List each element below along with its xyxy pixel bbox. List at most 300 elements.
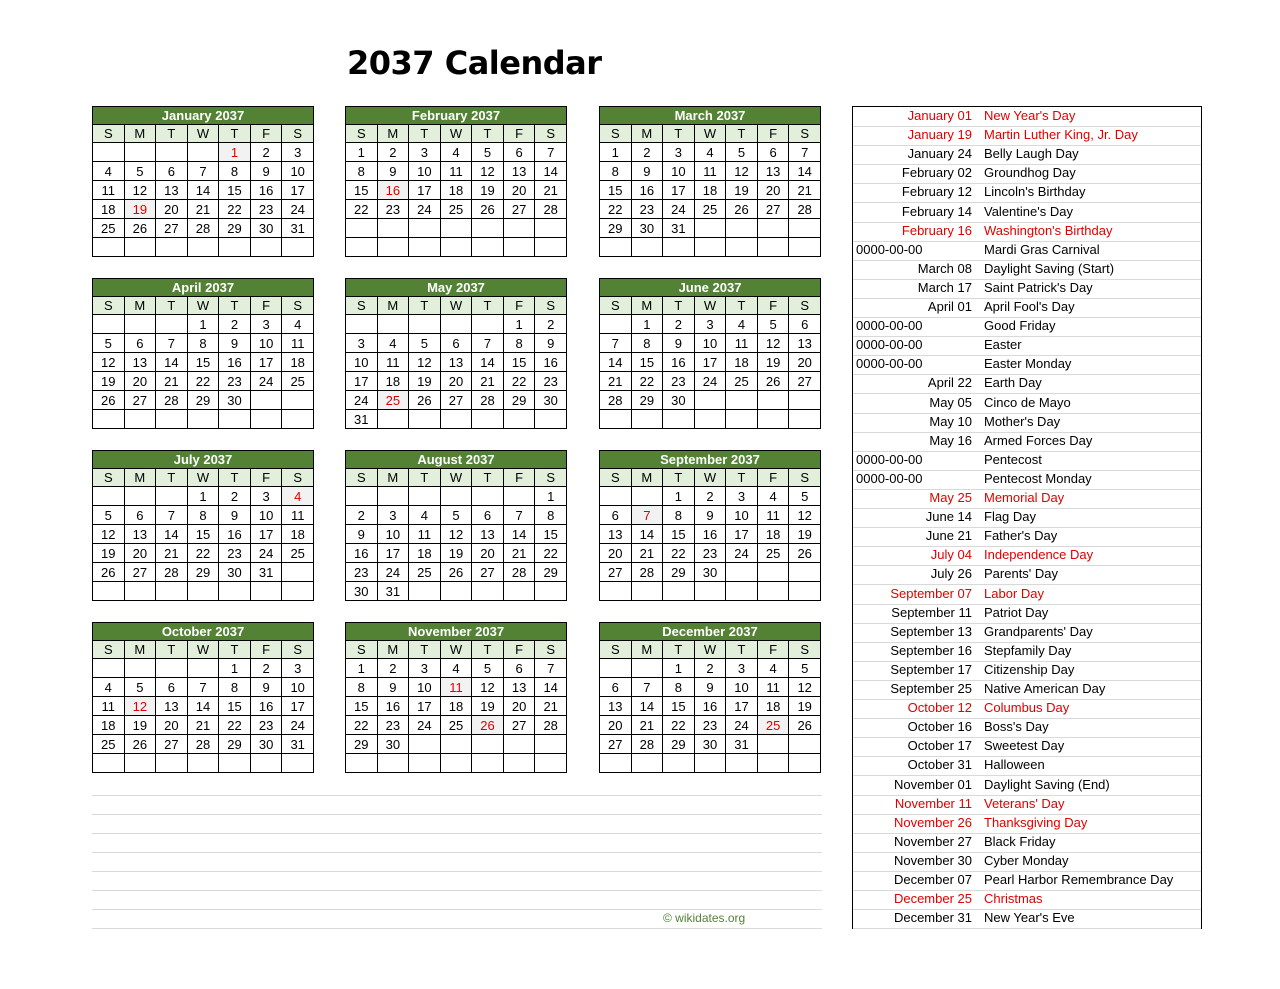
day-cell: 13 bbox=[503, 678, 535, 697]
day-cell bbox=[789, 563, 821, 582]
holiday-day-cell: 25 bbox=[377, 391, 409, 410]
day-cell: 27 bbox=[156, 219, 188, 238]
day-cell bbox=[124, 238, 156, 257]
day-cell: 5 bbox=[472, 143, 504, 162]
day-cell bbox=[124, 143, 156, 162]
holiday-date: February 12 bbox=[901, 184, 972, 200]
holiday-row bbox=[853, 699, 1201, 719]
day-cell bbox=[156, 487, 188, 506]
day-cell: 17 bbox=[409, 181, 441, 200]
day-cell bbox=[726, 219, 758, 238]
weekday-header: W bbox=[187, 297, 219, 315]
holiday-name: Lincoln's Birthday bbox=[984, 184, 1086, 200]
day-cell: 18 bbox=[282, 525, 314, 544]
day-cell bbox=[472, 487, 504, 506]
day-cell: 12 bbox=[124, 181, 156, 200]
day-cell: 3 bbox=[346, 334, 378, 353]
day-cell: 16 bbox=[377, 697, 409, 716]
day-cell: 13 bbox=[440, 353, 472, 372]
day-cell: 2 bbox=[250, 659, 282, 678]
day-cell: 18 bbox=[409, 544, 441, 563]
day-cell: 14 bbox=[535, 678, 567, 697]
day-cell: 28 bbox=[535, 716, 567, 735]
day-cell: 18 bbox=[93, 716, 125, 735]
holiday-row bbox=[853, 737, 1201, 757]
day-cell: 23 bbox=[250, 200, 282, 219]
holiday-date: November 30 bbox=[893, 852, 972, 868]
day-cell: 22 bbox=[187, 372, 219, 391]
weekday-header: S bbox=[93, 297, 125, 315]
day-cell: 7 bbox=[187, 162, 219, 181]
day-cell: 28 bbox=[600, 391, 632, 410]
day-cell bbox=[409, 754, 441, 773]
day-cell: 17 bbox=[250, 353, 282, 372]
day-cell bbox=[282, 582, 314, 601]
day-cell bbox=[409, 410, 441, 429]
day-cell: 3 bbox=[250, 315, 282, 334]
holiday-name: Black Friday bbox=[984, 833, 1056, 849]
day-cell: 5 bbox=[93, 334, 125, 353]
day-cell: 23 bbox=[694, 716, 726, 735]
weekday-header: T bbox=[472, 641, 504, 659]
day-cell bbox=[472, 735, 504, 754]
holiday-date: September 25 bbox=[890, 681, 972, 696]
day-cell bbox=[409, 582, 441, 601]
holiday-name: Pentecost Monday bbox=[984, 470, 1092, 486]
day-cell: 16 bbox=[250, 181, 282, 200]
weekday-header: W bbox=[187, 125, 219, 143]
day-cell: 24 bbox=[409, 200, 441, 219]
day-cell bbox=[440, 315, 472, 334]
holiday-name: Armed Forces Day bbox=[984, 432, 1093, 448]
weekday-header: M bbox=[124, 297, 156, 315]
day-cell: 10 bbox=[409, 162, 441, 181]
day-cell: 27 bbox=[472, 563, 504, 582]
day-cell: 4 bbox=[694, 143, 726, 162]
day-cell bbox=[631, 754, 663, 773]
day-cell: 29 bbox=[631, 391, 663, 410]
weekday-header: S bbox=[346, 125, 378, 143]
holiday-row bbox=[853, 756, 1201, 776]
note-line bbox=[92, 871, 822, 872]
day-cell: 17 bbox=[282, 697, 314, 716]
day-cell: 30 bbox=[663, 391, 695, 410]
day-cell: 24 bbox=[726, 544, 758, 563]
month-calendar bbox=[345, 278, 567, 429]
day-cell: 24 bbox=[346, 391, 378, 410]
day-cell: 25 bbox=[757, 544, 789, 563]
weekday-header: S bbox=[282, 641, 314, 659]
day-cell: 2 bbox=[219, 315, 251, 334]
day-cell: 14 bbox=[187, 181, 219, 200]
weekday-header: M bbox=[124, 641, 156, 659]
day-cell: 10 bbox=[377, 525, 409, 544]
day-cell: 10 bbox=[726, 506, 758, 525]
day-cell: 11 bbox=[377, 353, 409, 372]
holiday-date: December 25 bbox=[893, 891, 972, 907]
day-cell: 10 bbox=[663, 162, 695, 181]
day-cell: 21 bbox=[631, 716, 663, 735]
day-cell: 15 bbox=[219, 181, 251, 200]
holiday-row bbox=[853, 642, 1201, 662]
day-cell: 19 bbox=[440, 544, 472, 563]
weekday-header: S bbox=[346, 297, 378, 315]
month-title: November 2037 bbox=[346, 623, 567, 641]
day-cell: 8 bbox=[187, 506, 219, 525]
day-cell: 28 bbox=[631, 563, 663, 582]
holiday-date: 0000-00-00 bbox=[856, 337, 923, 353]
note-line bbox=[92, 928, 822, 929]
day-cell: 15 bbox=[600, 181, 632, 200]
day-cell bbox=[503, 582, 535, 601]
day-cell bbox=[156, 410, 188, 429]
holiday-name: Sweetest Day bbox=[984, 738, 1065, 754]
day-cell: 28 bbox=[472, 391, 504, 410]
day-cell: 16 bbox=[694, 697, 726, 716]
day-cell bbox=[757, 238, 789, 257]
day-cell: 3 bbox=[377, 506, 409, 525]
holiday-date: February 02 bbox=[901, 165, 972, 181]
day-cell: 17 bbox=[663, 181, 695, 200]
month-calendar bbox=[345, 450, 567, 601]
day-cell: 25 bbox=[694, 200, 726, 219]
holiday-name: Belly Laugh Day bbox=[984, 146, 1079, 162]
day-cell: 2 bbox=[377, 143, 409, 162]
holiday-day-cell: 7 bbox=[631, 506, 663, 525]
day-cell: 8 bbox=[219, 162, 251, 181]
day-cell bbox=[503, 410, 535, 429]
day-cell: 11 bbox=[440, 162, 472, 181]
day-cell: 30 bbox=[377, 735, 409, 754]
holiday-name: Boss's Day bbox=[984, 719, 1049, 735]
day-cell: 6 bbox=[503, 659, 535, 678]
day-cell bbox=[472, 238, 504, 257]
day-cell: 30 bbox=[250, 735, 282, 754]
day-cell: 25 bbox=[93, 735, 125, 754]
month-title: August 2037 bbox=[346, 451, 567, 469]
holiday-row bbox=[853, 508, 1201, 528]
day-cell: 3 bbox=[282, 143, 314, 162]
day-cell: 22 bbox=[663, 716, 695, 735]
day-cell bbox=[694, 410, 726, 429]
weekday-header: S bbox=[346, 641, 378, 659]
day-cell: 30 bbox=[694, 735, 726, 754]
day-cell: 16 bbox=[250, 697, 282, 716]
day-cell: 15 bbox=[535, 525, 567, 544]
day-cell: 24 bbox=[250, 372, 282, 391]
day-cell: 4 bbox=[726, 315, 758, 334]
weekday-header: F bbox=[503, 297, 535, 315]
day-cell: 10 bbox=[250, 506, 282, 525]
day-cell bbox=[409, 487, 441, 506]
day-cell: 22 bbox=[346, 200, 378, 219]
weekday-header: S bbox=[282, 297, 314, 315]
holiday-row bbox=[853, 623, 1201, 643]
holiday-date: October 12 bbox=[907, 700, 972, 716]
holiday-day-cell: 1 bbox=[219, 143, 251, 162]
day-cell: 17 bbox=[409, 697, 441, 716]
day-cell: 13 bbox=[124, 353, 156, 372]
day-cell: 20 bbox=[503, 697, 535, 716]
day-cell: 25 bbox=[409, 563, 441, 582]
day-cell bbox=[93, 659, 125, 678]
holiday-name: Citizenship Day bbox=[984, 661, 1075, 677]
holiday-name: Cinco de Mayo bbox=[984, 394, 1071, 410]
day-cell: 2 bbox=[631, 143, 663, 162]
holiday-date: July 04 bbox=[930, 547, 972, 563]
day-cell: 3 bbox=[409, 143, 441, 162]
day-cell: 19 bbox=[757, 353, 789, 372]
holiday-row bbox=[853, 203, 1201, 223]
day-cell: 3 bbox=[694, 315, 726, 334]
day-cell: 11 bbox=[93, 181, 125, 200]
day-cell: 29 bbox=[503, 391, 535, 410]
day-cell: 25 bbox=[282, 544, 314, 563]
weekday-header: T bbox=[156, 641, 188, 659]
day-cell bbox=[156, 238, 188, 257]
weekday-header: T bbox=[156, 125, 188, 143]
holiday-row bbox=[853, 336, 1201, 356]
day-cell: 21 bbox=[631, 544, 663, 563]
day-cell bbox=[346, 238, 378, 257]
day-cell: 20 bbox=[124, 372, 156, 391]
day-cell bbox=[726, 754, 758, 773]
holiday-name: Easter bbox=[984, 337, 1022, 353]
day-cell bbox=[409, 238, 441, 257]
weekday-header: M bbox=[124, 469, 156, 487]
day-cell bbox=[631, 487, 663, 506]
holiday-row bbox=[853, 890, 1201, 910]
day-cell: 27 bbox=[124, 391, 156, 410]
day-cell: 16 bbox=[631, 181, 663, 200]
day-cell: 18 bbox=[726, 353, 758, 372]
day-cell: 3 bbox=[663, 143, 695, 162]
holiday-name: Grandparents' Day bbox=[984, 623, 1093, 639]
day-cell: 19 bbox=[409, 372, 441, 391]
holiday-date: February 16 bbox=[901, 222, 972, 238]
day-cell: 24 bbox=[409, 716, 441, 735]
day-cell: 12 bbox=[789, 506, 821, 525]
day-cell: 26 bbox=[124, 219, 156, 238]
day-cell: 20 bbox=[156, 716, 188, 735]
day-cell bbox=[757, 582, 789, 601]
weekday-header: T bbox=[156, 297, 188, 315]
weekday-header: T bbox=[409, 641, 441, 659]
holiday-date: September 07 bbox=[890, 585, 972, 601]
weekday-header: T bbox=[726, 297, 758, 315]
day-cell: 7 bbox=[631, 678, 663, 697]
day-cell: 23 bbox=[346, 563, 378, 582]
day-cell: 4 bbox=[93, 678, 125, 697]
day-cell bbox=[600, 754, 632, 773]
holiday-row bbox=[853, 718, 1201, 738]
day-cell bbox=[93, 487, 125, 506]
day-cell bbox=[503, 487, 535, 506]
day-cell: 5 bbox=[124, 678, 156, 697]
day-cell: 20 bbox=[757, 181, 789, 200]
day-cell: 6 bbox=[156, 162, 188, 181]
holiday-name: Good Friday bbox=[984, 318, 1056, 334]
day-cell bbox=[282, 391, 314, 410]
day-cell: 13 bbox=[156, 181, 188, 200]
weekday-header: W bbox=[694, 125, 726, 143]
day-cell: 30 bbox=[346, 582, 378, 601]
month-title: January 2037 bbox=[93, 107, 314, 125]
day-cell: 2 bbox=[219, 487, 251, 506]
day-cell: 10 bbox=[726, 678, 758, 697]
day-cell: 23 bbox=[535, 372, 567, 391]
page-title: 2037 Calendar bbox=[347, 44, 602, 82]
holiday-day-cell: 4 bbox=[282, 487, 314, 506]
day-cell: 21 bbox=[535, 181, 567, 200]
weekday-header: S bbox=[346, 469, 378, 487]
day-cell: 1 bbox=[663, 659, 695, 678]
day-cell: 29 bbox=[219, 219, 251, 238]
holiday-row bbox=[853, 432, 1201, 452]
weekday-header: S bbox=[600, 297, 632, 315]
day-cell: 26 bbox=[93, 391, 125, 410]
day-cell: 8 bbox=[219, 678, 251, 697]
day-cell: 21 bbox=[187, 200, 219, 219]
day-cell bbox=[726, 563, 758, 582]
day-cell bbox=[377, 410, 409, 429]
day-cell: 29 bbox=[187, 563, 219, 582]
day-cell bbox=[124, 754, 156, 773]
day-cell: 24 bbox=[282, 716, 314, 735]
day-cell: 22 bbox=[663, 544, 695, 563]
day-cell: 25 bbox=[440, 200, 472, 219]
weekday-header: S bbox=[535, 297, 567, 315]
day-cell: 29 bbox=[663, 735, 695, 754]
day-cell: 13 bbox=[472, 525, 504, 544]
day-cell: 5 bbox=[789, 487, 821, 506]
holiday-row bbox=[853, 317, 1201, 337]
day-cell bbox=[156, 582, 188, 601]
weekday-header: T bbox=[409, 297, 441, 315]
day-cell: 22 bbox=[503, 372, 535, 391]
day-cell bbox=[663, 410, 695, 429]
day-cell: 3 bbox=[250, 487, 282, 506]
day-cell: 2 bbox=[250, 143, 282, 162]
holiday-name: Pentecost bbox=[984, 451, 1042, 467]
day-cell bbox=[187, 754, 219, 773]
month-title: July 2037 bbox=[93, 451, 314, 469]
day-cell bbox=[757, 563, 789, 582]
day-cell: 29 bbox=[219, 735, 251, 754]
weekday-header: T bbox=[663, 641, 695, 659]
day-cell bbox=[346, 487, 378, 506]
day-cell: 26 bbox=[726, 200, 758, 219]
holiday-row bbox=[853, 680, 1201, 700]
weekday-header: M bbox=[631, 297, 663, 315]
day-cell: 31 bbox=[346, 410, 378, 429]
weekday-header: F bbox=[757, 469, 789, 487]
weekday-header: S bbox=[789, 297, 821, 315]
holiday-name: Independence Day bbox=[984, 547, 1094, 563]
weekday-header: F bbox=[250, 125, 282, 143]
weekday-header: T bbox=[663, 297, 695, 315]
month-title: May 2037 bbox=[346, 279, 567, 297]
weekday-header: M bbox=[377, 469, 409, 487]
day-cell: 17 bbox=[726, 525, 758, 544]
holiday-date: 0000-00-00 bbox=[856, 318, 923, 334]
day-cell bbox=[535, 735, 567, 754]
weekday-header: F bbox=[503, 469, 535, 487]
day-cell: 27 bbox=[440, 391, 472, 410]
holiday-row bbox=[853, 107, 1201, 127]
day-cell: 12 bbox=[726, 162, 758, 181]
day-cell bbox=[535, 238, 567, 257]
day-cell: 14 bbox=[156, 525, 188, 544]
holiday-name: Patriot Day bbox=[984, 604, 1049, 620]
weekday-header: S bbox=[535, 125, 567, 143]
holiday-name: Mardi Gras Carnival bbox=[984, 241, 1100, 257]
holiday-date: September 11 bbox=[891, 604, 972, 620]
day-cell: 19 bbox=[789, 697, 821, 716]
weekday-header: M bbox=[631, 641, 663, 659]
day-cell bbox=[694, 238, 726, 257]
day-cell: 7 bbox=[600, 334, 632, 353]
day-cell bbox=[282, 754, 314, 773]
holiday-day-cell: 19 bbox=[124, 200, 156, 219]
weekday-header: T bbox=[663, 469, 695, 487]
day-cell bbox=[409, 219, 441, 238]
day-cell: 4 bbox=[377, 334, 409, 353]
holiday-row bbox=[853, 241, 1201, 261]
day-cell: 28 bbox=[156, 563, 188, 582]
day-cell: 18 bbox=[93, 200, 125, 219]
day-cell: 22 bbox=[600, 200, 632, 219]
day-cell: 19 bbox=[726, 181, 758, 200]
day-cell: 23 bbox=[377, 200, 409, 219]
day-cell: 26 bbox=[757, 372, 789, 391]
holiday-name: Stepfamily Day bbox=[984, 642, 1072, 658]
day-cell: 6 bbox=[156, 678, 188, 697]
day-cell: 15 bbox=[346, 181, 378, 200]
day-cell: 19 bbox=[124, 716, 156, 735]
day-cell: 19 bbox=[472, 181, 504, 200]
month-calendar bbox=[92, 450, 314, 601]
day-cell: 6 bbox=[600, 678, 632, 697]
weekday-header: S bbox=[282, 125, 314, 143]
day-cell: 1 bbox=[187, 487, 219, 506]
day-cell: 7 bbox=[472, 334, 504, 353]
day-cell: 4 bbox=[757, 659, 789, 678]
holiday-date: May 10 bbox=[929, 413, 972, 429]
weekday-header: W bbox=[440, 125, 472, 143]
day-cell: 12 bbox=[93, 353, 125, 372]
day-cell: 3 bbox=[282, 659, 314, 678]
weekday-header: S bbox=[789, 125, 821, 143]
day-cell: 2 bbox=[346, 506, 378, 525]
day-cell: 1 bbox=[503, 315, 535, 334]
day-cell: 11 bbox=[93, 697, 125, 716]
note-line bbox=[92, 890, 822, 891]
holiday-date: November 11 bbox=[894, 795, 972, 811]
day-cell bbox=[124, 410, 156, 429]
day-cell: 6 bbox=[124, 334, 156, 353]
day-cell: 13 bbox=[503, 162, 535, 181]
weekday-header: F bbox=[503, 125, 535, 143]
day-cell: 11 bbox=[757, 678, 789, 697]
day-cell: 26 bbox=[472, 200, 504, 219]
day-cell bbox=[156, 143, 188, 162]
day-cell: 14 bbox=[535, 162, 567, 181]
day-cell: 23 bbox=[219, 544, 251, 563]
holiday-date: March 08 bbox=[917, 260, 972, 276]
holiday-row bbox=[853, 413, 1201, 433]
day-cell: 28 bbox=[187, 219, 219, 238]
